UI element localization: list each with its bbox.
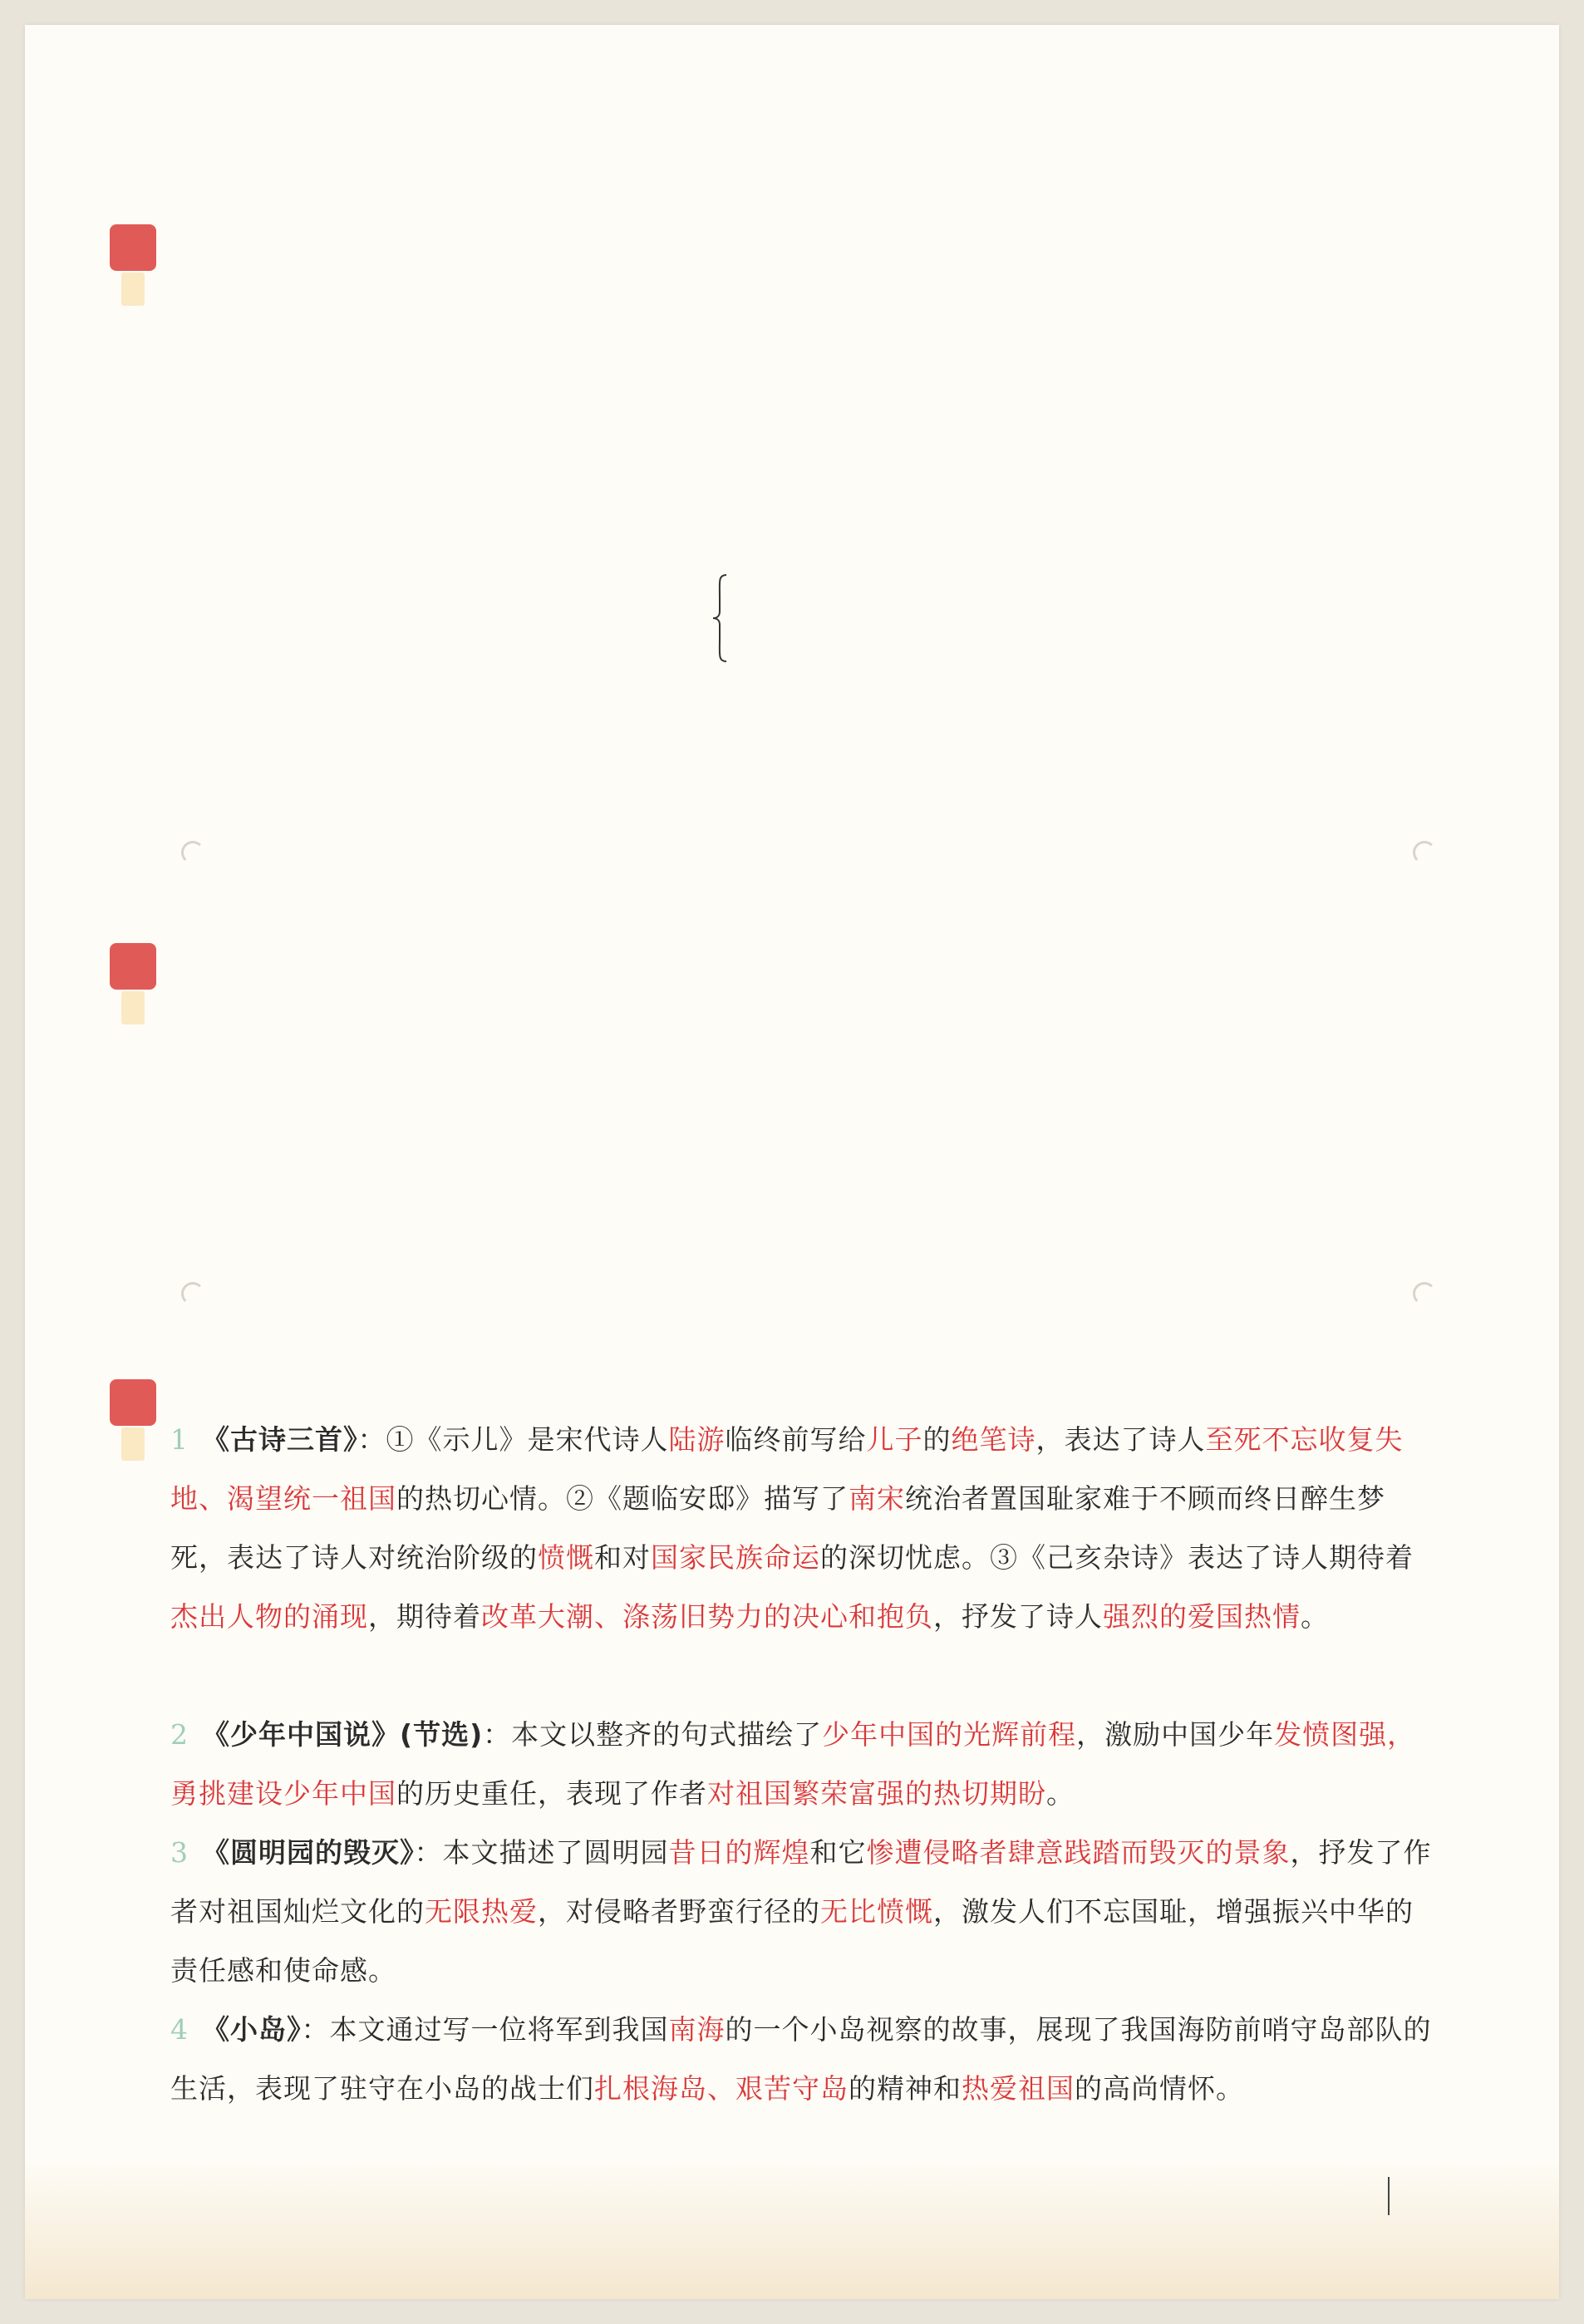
- ring-decoration: [1413, 1282, 1436, 1305]
- pian-text-2: 2 《少年中国说》(节选)：本文以整齐的句式描绘了少年中国的光辉前程，激励中国少年发愤图强，勇挑建设少年中国的历史重任，表现了作者对祖国繁荣富强的热切期盼。: [170, 1718, 1416, 1810]
- ring-decoration: [181, 1282, 204, 1305]
- ju-sentence-2: [170, 1026, 202, 1063]
- ring-decoration: [181, 841, 204, 864]
- ju-section-icon: [110, 943, 156, 990]
- pian-text-4: 4 《小岛》：本文通过写一位将军到我国南海的一个小岛视察的故事，展现了我国海防前哨守岛部队的生活，表现了驻守在小岛的战士们扎根海岛、艰苦守岛的精神和热爱祖国的高尚情怀。: [170, 2013, 1432, 2105]
- ci-section-icon: [110, 224, 156, 271]
- ju-rhetoric-2: [170, 1236, 202, 1272]
- ci-item-8-head: [170, 582, 202, 618]
- ci-item-9: [170, 683, 202, 720]
- pian-text-1: 1 《古诗三首》：①《示儿》是宋代诗人陆游临终前写给儿子的绝笔诗，表达了诗人至死不忘收复失地、渴望统一祖国的热切心情。②《题临安邸》描写了南宋统治者置国耻家难于不顾而终日醉生梦死，表达了诗人对统治阶级的愤慨和对国家民族命运的深切忧虑。③《己亥杂诗》表达了诗人期待着杰出人物的涌现，期待着改革大潮、涤荡旧势力的决心和抱负，抒发了诗人强烈的爱国热情。: [170, 1423, 1414, 1633]
- brace-icon: [711, 573, 728, 663]
- pian-text-3: 3 《圆明园的毁灭》：本文描述了圆明园昔日的辉煌和它惨遭侵略者肆意践踏而毁灭的景象，抒发了作者对祖国灿烂文化的无限热爱，对侵略者野蛮行径的无比愤慨，激发人们不忘国耻，增强振兴中华的责任感和使命感。: [170, 1836, 1432, 1987]
- ju-sentence-1: [170, 972, 202, 1009]
- ju-rhetoric-1: [170, 1126, 227, 1162]
- footer-divider: [1388, 2177, 1390, 2215]
- pian-section-icon: [110, 1379, 156, 1426]
- bottom-decoration: [25, 2160, 1559, 2299]
- ring-decoration: [1413, 841, 1436, 864]
